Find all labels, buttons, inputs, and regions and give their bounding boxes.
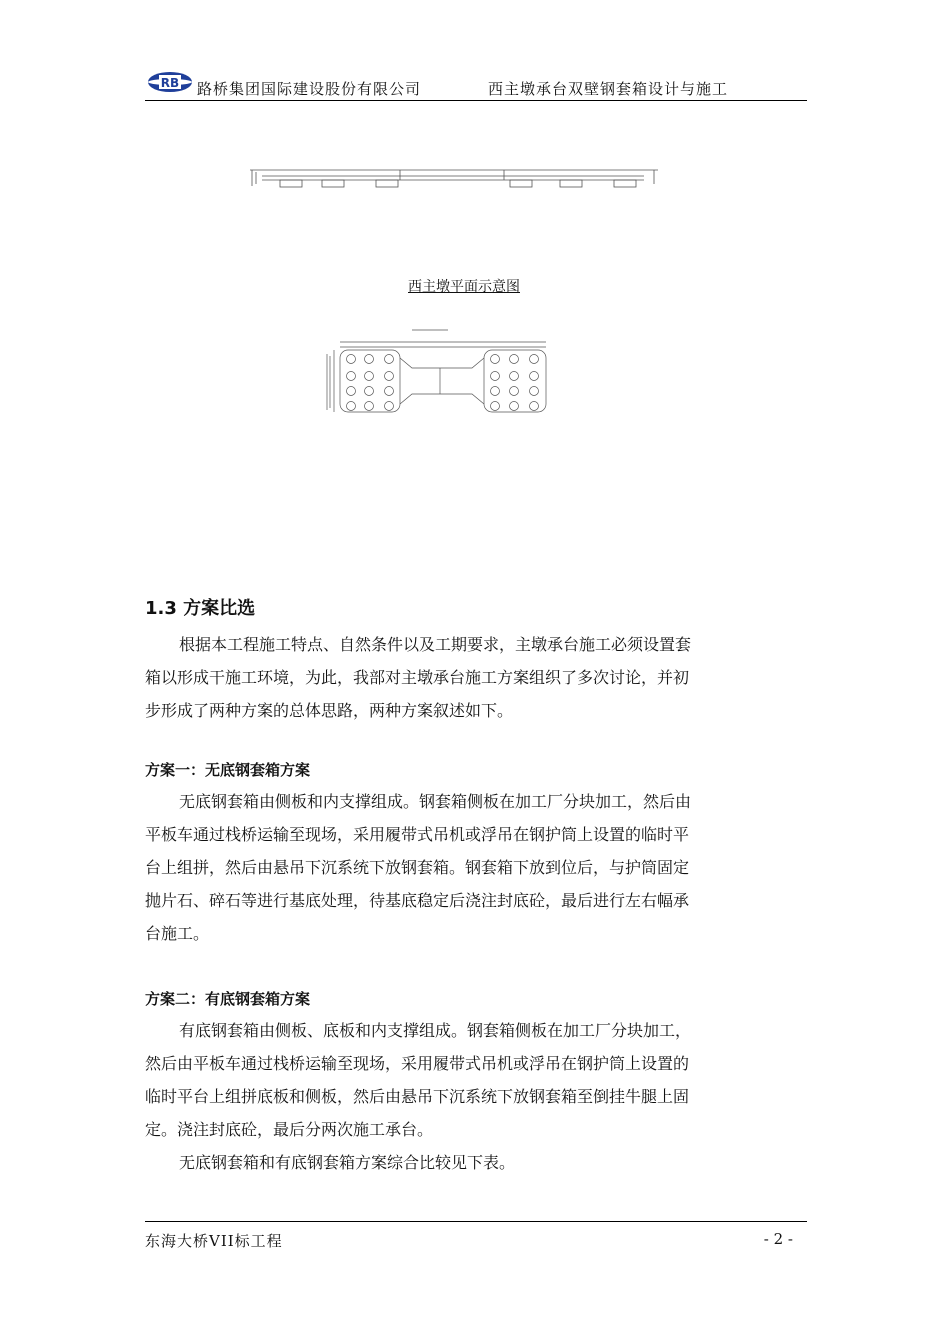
project-name: 东海大桥VII标工程 xyxy=(145,1232,283,1250)
paragraph-line: 根据本工程施工特点、自然条件以及工期要求，主墩承台施工必须设置套 xyxy=(179,635,692,654)
paragraph-line: 然后由平板车通过栈桥运输至现场，采用履带式吊机或浮吊在钢护筒上设置的 xyxy=(145,1054,690,1073)
paragraph-line: 平板车通过栈桥运输至现场，采用履带式吊机或浮吊在钢护筒上设置的临时平 xyxy=(145,825,690,844)
section-heading: 1.3 方案比选 xyxy=(145,598,256,619)
paragraph-line: 台施工。 xyxy=(145,924,210,943)
paragraph-line: 步形成了两种方案的总体思路，两种方案叙述如下。 xyxy=(145,701,514,720)
option1-paragraph xyxy=(145,785,805,950)
page-header xyxy=(145,66,807,101)
closing-line: 无底钢套箱和有底钢套箱方案综合比较见下表。 xyxy=(179,1153,516,1172)
option2-paragraph xyxy=(145,1014,805,1179)
company-logo-icon xyxy=(147,71,193,93)
option1-title: 方案一：无底钢套箱方案 xyxy=(145,761,311,779)
paragraph-line: 无底钢套箱由侧板和内支撑组成。钢套箱侧板在加工厂分块加工，然后由 xyxy=(179,792,692,811)
paragraph-line: 定。浇注封底砼，最后分两次施工承台。 xyxy=(145,1120,434,1139)
paragraph-line: 抛片石、碎石等进行基底处理，待基底稳定后浇注封底砼，最后进行左右幅承 xyxy=(145,891,690,910)
document-title: 西主墩承台双壁钢套箱设计与施工 xyxy=(488,80,729,98)
figure-caption: 西主墩平面示意图 xyxy=(408,279,520,295)
paragraph-line: 有底钢套箱由侧板、底板和内支撑组成。钢套箱侧板在加工厂分块加工， xyxy=(179,1021,692,1040)
plan-drawing xyxy=(300,324,562,424)
page-number: - 2 - xyxy=(763,1230,793,1248)
page-footer xyxy=(145,1221,807,1250)
paragraph-line: 箱以形成干施工环境，为此，我部对主墩承台施工方案组织了多次讨论，并初 xyxy=(145,668,690,687)
paragraph-line: 临时平台上组拼底板和侧板，然后由悬吊下沉系统下放钢套箱至倒挂牛腿上固 xyxy=(145,1087,690,1106)
intro-paragraph xyxy=(145,628,805,727)
elevation-drawing xyxy=(248,158,660,198)
logo-text: RB xyxy=(160,76,180,90)
company-name: 路桥集团国际建设股份有限公司 xyxy=(197,80,422,98)
paragraph-line: 台上组拼，然后由悬吊下沉系统下放钢套箱。钢套箱下放到位后，与护筒固定 xyxy=(145,858,690,877)
option2-title: 方案二：有底钢套箱方案 xyxy=(145,990,311,1008)
